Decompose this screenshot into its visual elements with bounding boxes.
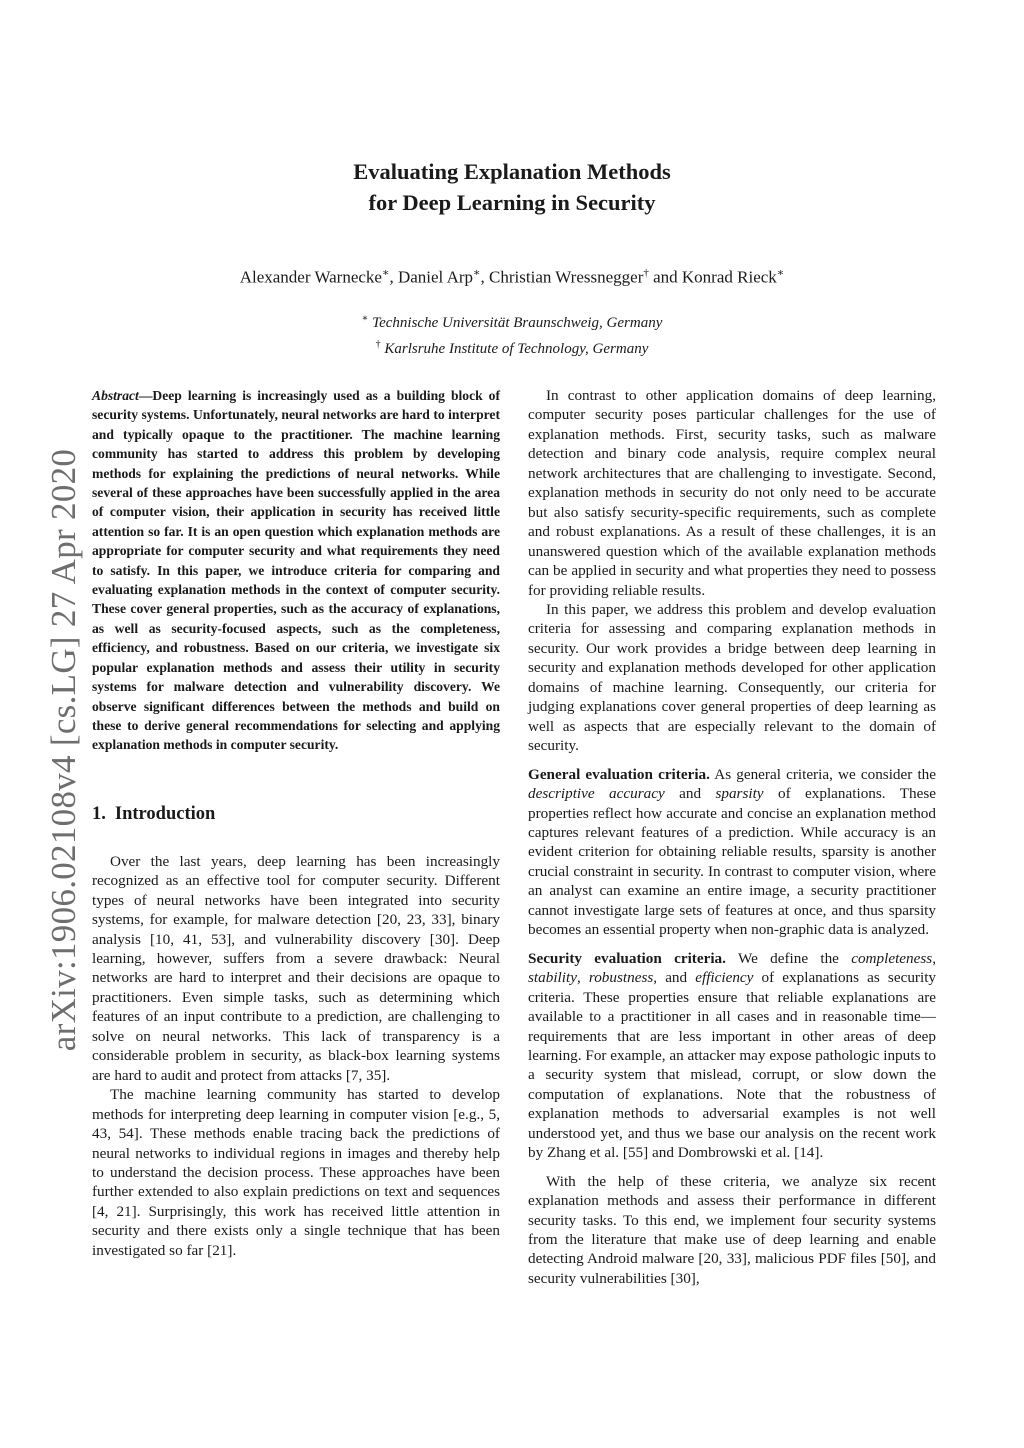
paragraph: In this paper, we address this problem and develop evaluation criteria for assessing and comparing explanation methods in security. Our work provides a bridge between deep learning in security and explanation methods developed for other application domains of machine learning. Consequently, our criteria for judging explanations cover general properties of deep learning as well as aspects that are especially relevant to the domain of security. bbox=[528, 600, 936, 755]
author-name: Alexander Warnecke bbox=[239, 267, 382, 287]
author-separator: and bbox=[648, 267, 682, 287]
affiliation-line bbox=[0, 334, 1024, 360]
paper-title bbox=[0, 156, 1024, 218]
text-run: of explanations as security criteria. These properties ensure that reliable explanations are available to a practitioner in all cases and in reasonable time—requirements that are less important in other areas of deep learning. For example, an attacker may expose pathologic inputs to a security system that mislead, corrupt, or slow down the computation of explanations. Note that the robustness of explanation methods to adversarial examples is not well understood yet, and thus we base our analysis on the recent work by Zhang et al. [55] and Dombrowski et al. [14]. bbox=[528, 969, 937, 1162]
text-run: , and bbox=[653, 969, 696, 987]
section-title: Introduction bbox=[114, 803, 216, 824]
text-run: and bbox=[664, 785, 716, 803]
abstract-dash: — bbox=[138, 388, 153, 403]
emphasis: stability bbox=[528, 969, 577, 987]
abstract-text: Deep learning is increasingly used as a building block of security systems. Unfortunately, neural networks are hard to interpret and typically opaque to the practitioner. The machine learning community has started to address this problem by developing methods for explaining the predictions of neural networks. While several of these approaches have been successfully applied in the area of computer vision, their application in security has received little attention so far. It is an open question which explanation methods are appropriate for computer security and what requirements they need to satisfy. In this paper, we introduce criteria for comparing and evaluating explanation methods in the context of computer security. These cover general properties, such as the accuracy of explanations, as well as security-focused aspects, such as the completeness, efficiency, and robustness. Based on our criteria, we investigate six popular explanation methods and assess their utility in security systems for malware detection and vulnerability discovery. We observe significant differences between the methods and build on these to derive general recommendations for selecting and applying explanation methods in computer security. bbox=[92, 388, 500, 753]
text-run: of explanations. These properties reflect how accurate and concise an explanation method captures relevant features of a prediction. While accuracy is an evident criterion for obtaining reliable results, sparsity is another crucial constraint in security. In contrast to computer vision, where an analyst can examine an entire image, a security practitioner cannot investigate large sets of features at once, and thus sparsity becomes an essential property when non-graphic data is analyzed. bbox=[528, 785, 936, 939]
paragraph: With the help of these criteria, we analyze six recent explanation methods and assess their performance in different security tasks. To this end, we implement four security systems from the literature that make use of deep learning and enable detecting Android malware [20, 33], malicious PDF files [50], and security vulnerabilities [30], bbox=[528, 1172, 936, 1287]
affiliation-line bbox=[0, 308, 1024, 334]
text-run: We define the bbox=[725, 949, 852, 967]
emphasis: descriptive accuracy bbox=[528, 785, 665, 803]
author-name: Christian Wressnegger bbox=[489, 267, 644, 287]
emphasis: efficiency bbox=[695, 969, 754, 987]
left-column bbox=[92, 386, 500, 1260]
emphasis: sparsity bbox=[715, 785, 764, 803]
paragraph-general-criteria bbox=[528, 765, 936, 940]
text-run: , bbox=[932, 949, 936, 967]
abstract bbox=[92, 386, 500, 755]
title-line-1: Evaluating Explanation Methods bbox=[353, 159, 671, 184]
affiliation-mark: ∗ bbox=[381, 267, 390, 279]
author-separator: , bbox=[480, 267, 490, 287]
right-column bbox=[528, 386, 936, 1288]
author-name: Daniel Arp bbox=[397, 267, 474, 287]
affiliation-mark: ∗ bbox=[473, 267, 481, 279]
run-in-heading: Security evaluation criteria. bbox=[528, 949, 726, 967]
affiliation-name: Karlsruhe Institute of Technology, Germany bbox=[384, 341, 649, 357]
emphasis: completeness bbox=[851, 949, 933, 967]
affiliation-mark: ∗ bbox=[361, 313, 369, 324]
affiliation-list bbox=[0, 308, 1024, 360]
paragraph: In contrast to other application domains of deep learning, computer security poses particular challenges for the use of explanation methods. First, security tasks, such as malware detection and binary code analysis, require complex neural network architectures that are challenging to investigate. Second, explanation methods in security do not only need to be accurate but also satisfy security-specific requirements, such as complete and robust explanations. As a result of these challenges, it is an unanswered question which of the available explanation methods can be applied in security and what properties they need to possess for providing reliable results. bbox=[528, 387, 936, 599]
arxiv-identifier: arXiv:1906.02108v4 [cs.LG] 27 Apr 2020 bbox=[44, 448, 83, 1052]
abstract-label: Abstract bbox=[92, 388, 139, 403]
affiliation-mark: † bbox=[643, 267, 649, 279]
paragraph: Over the last years, deep learning has been increasingly recognized as an effective tool for computer security. Different types of neural networks have been integrated into security systems, for example, for malware detection [20, 23, 33], binary analysis [10, 41, 53], and vulnerability discovery [30]. Deep learning, however, suffers from a severe drawback: Neural networks are hard to interpret and their decisions are opaque to practitioners. Even simple tasks, such as determining which features of an input contribute to a prediction, are challenging to solve on neural networks. This lack of transparency is a considerable problem in security, as black-box learning systems are hard to audit and protect from attacks [7, 35]. bbox=[92, 852, 500, 1084]
emphasis: robustness bbox=[588, 969, 654, 987]
author-name: Konrad Rieck bbox=[681, 267, 777, 287]
affiliation-mark: † bbox=[375, 339, 381, 350]
section-heading bbox=[92, 802, 500, 826]
title-line-2: for Deep Learning in Security bbox=[368, 190, 656, 215]
author-list bbox=[0, 262, 1024, 289]
section-number: 1. bbox=[92, 803, 106, 824]
text-run: As general criteria, we consider the bbox=[709, 765, 937, 783]
author-separator: , bbox=[389, 267, 398, 287]
text-run: , bbox=[576, 969, 589, 987]
affiliation-name: Technische Universität Braunschweig, Germany bbox=[372, 315, 663, 331]
run-in-heading: General evaluation criteria. bbox=[528, 765, 710, 783]
affiliation-mark: ∗ bbox=[776, 267, 785, 279]
paragraph: The machine learning community has started to develop methods for interpreting deep learning in computer vision [e.g., 5, 43, 54]. These methods enable tracing back the predictions of neural networks to individual regions in images and thereby help to understand the decision process. These approaches have been further extended to also explain predictions on text and sequences [4, 21]. Surprisingly, this work has received little attention in security and there exists only a single technique that has been investigated so far [21]. bbox=[92, 1086, 500, 1259]
paragraph-security-criteria bbox=[528, 949, 936, 1163]
